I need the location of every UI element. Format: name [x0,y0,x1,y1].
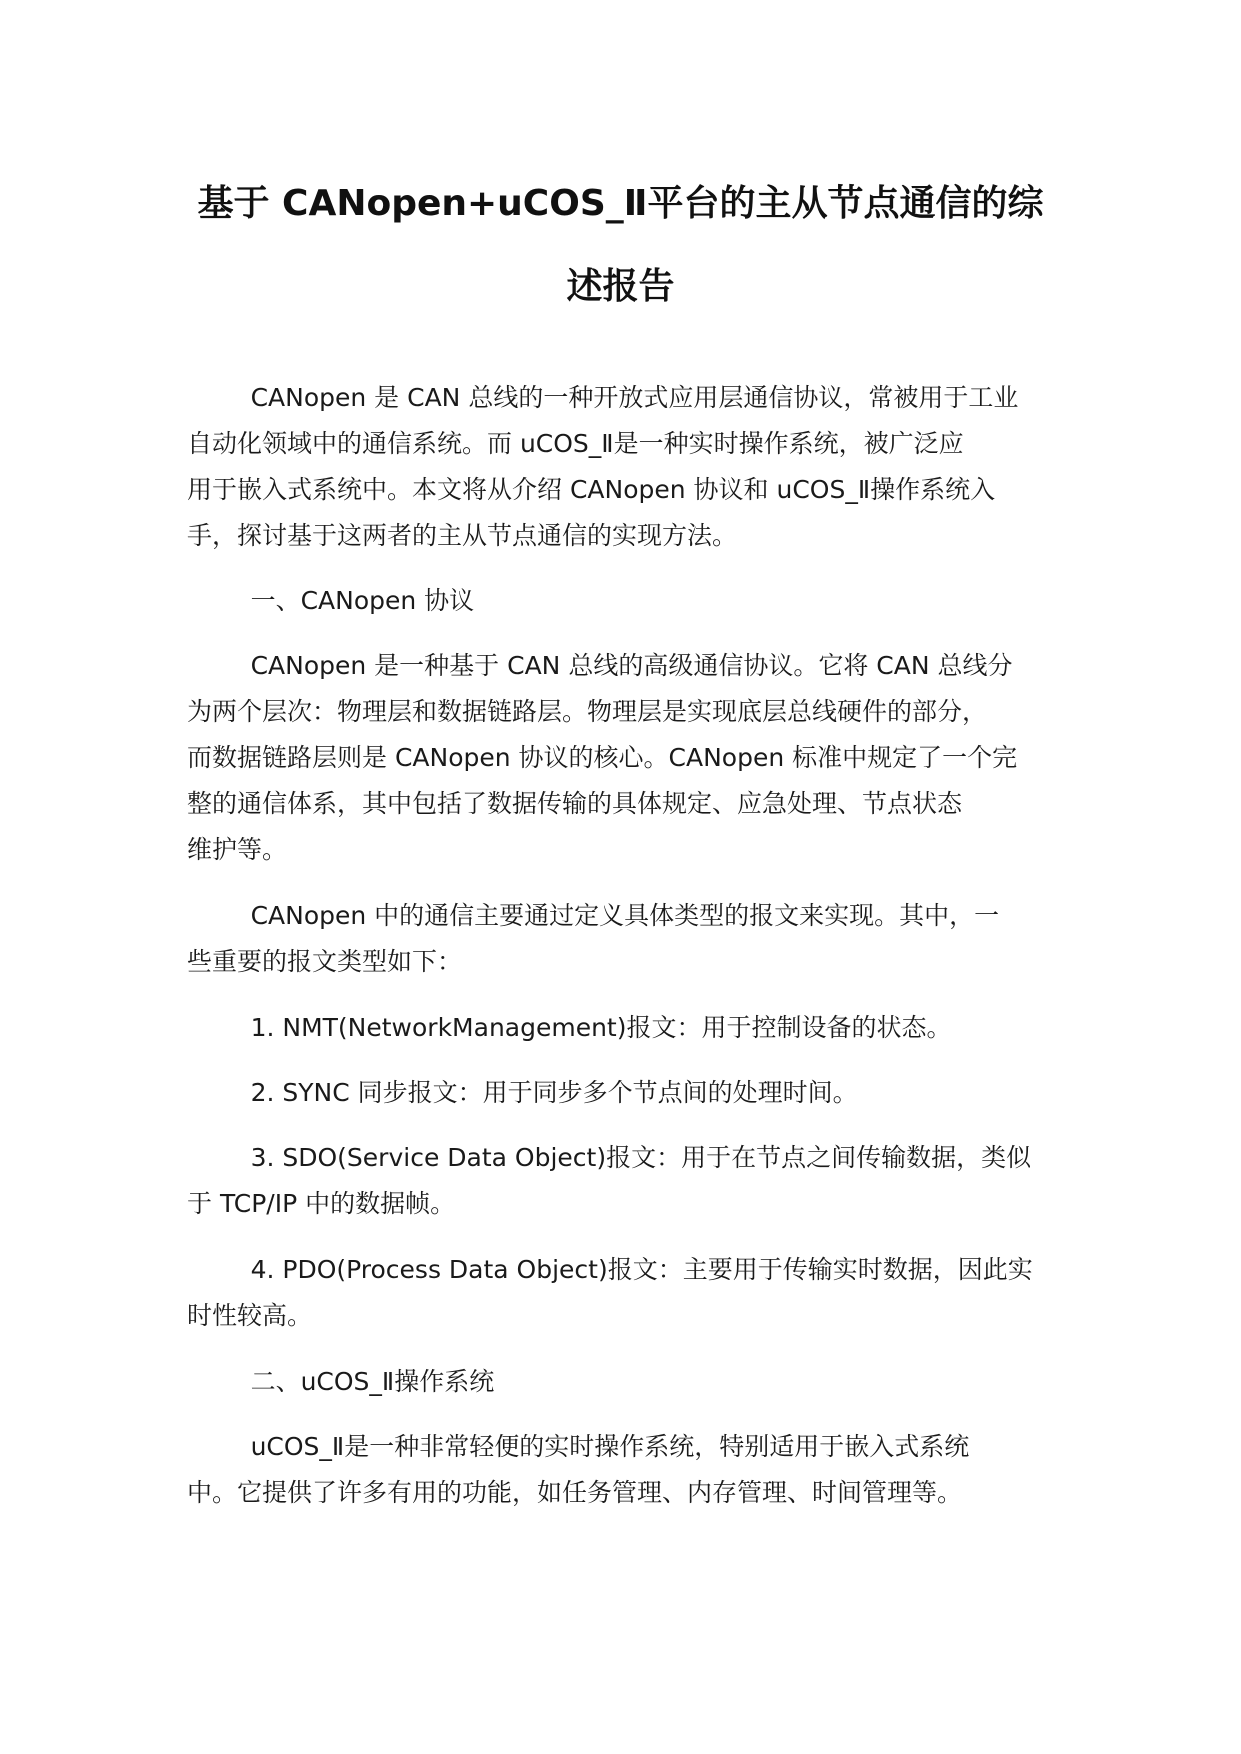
list-item: 4. PDO(Process Data Object)报文：主要用于传输实时数据，因此实 [187,1255,1033,1284]
document-title-line-1: 基于 CANopen+uCOS_Ⅱ平台的主从节点通信的综 [197,183,1044,224]
body-line: 自动化领域中的通信系统。而 uCOS_Ⅱ是一种实时操作系统，被广泛应 [187,429,964,458]
body-line: CANopen 中的通信主要通过定义具体类型的报文来实现。其中，一 [187,901,1000,930]
document-title-line-2: 述报告 [566,266,675,307]
body-line: 用于嵌入式系统中。本文将从介绍 CANopen 协议和 uCOS_Ⅱ操作系统入 [187,475,996,504]
body-line: 维护等。 [187,835,288,864]
body-line: 而数据链路层则是 CANopen 协议的核心。CANopen 标准中规定了一个完 [187,743,1018,772]
list-item: 3. SDO(Service Data Object)报文：用于在节点之间传输数据，类似 [187,1143,1032,1172]
section-heading: 一、CANopen 协议 [187,586,475,615]
body-line: 为两个层次：物理层和数据链路层。物理层是实现底层总线硬件的部分， [187,697,988,726]
list-item: 2. SYNC 同步报文：用于同步多个节点间的处理时间。 [187,1078,858,1107]
body-line: CANopen 是 CAN 总线的一种开放式应用层通信协议，常被用于工业 [187,383,1019,412]
section-heading: 二、uCOS_Ⅱ操作系统 [187,1367,495,1396]
body-line: 些重要的报文类型如下： [187,947,463,976]
body-line: uCOS_Ⅱ是一种非常轻便的实时操作系统，特别适用于嵌入式系统 [187,1432,970,1461]
list-item: 1. NMT(NetworkManagement)报文：用于控制设备的状态。 [187,1013,952,1042]
body-line: 中。它提供了许多有用的功能，如任务管理、内存管理、时间管理等。 [187,1478,963,1507]
list-item-continuation: 于 TCP/IP 中的数据帧。 [187,1189,456,1218]
list-item-continuation: 时性较高。 [187,1301,313,1330]
body-line: CANopen 是一种基于 CAN 总线的高级通信协议。它将 CAN 总线分 [187,651,1013,680]
body-line: 整的通信体系，其中包括了数据传输的具体规定、应急处理、节点状态 [187,789,963,818]
body-line: 手，探讨基于这两者的主从节点通信的实现方法。 [187,521,738,550]
